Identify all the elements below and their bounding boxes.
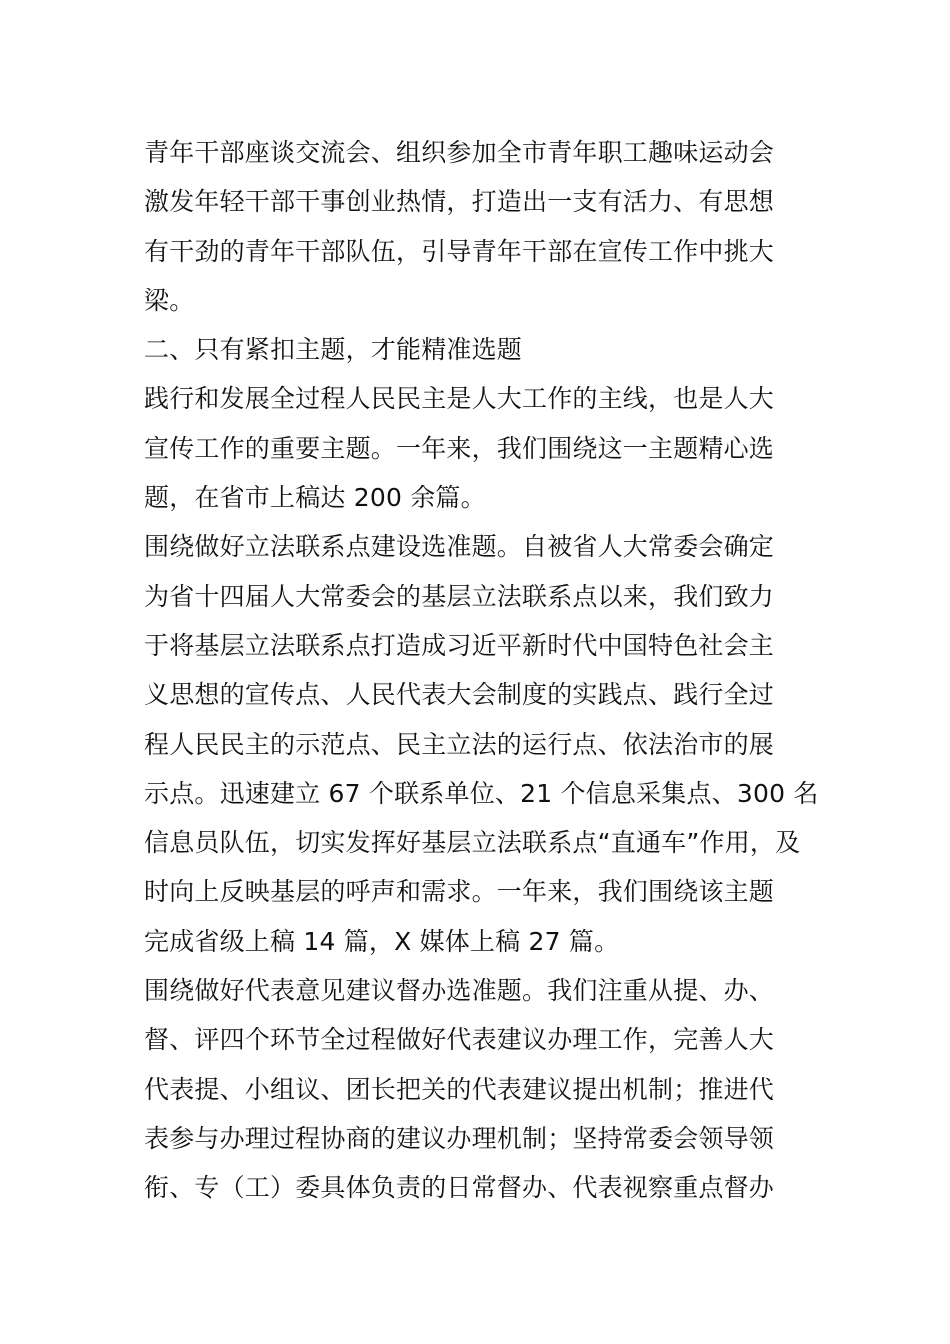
text-line: 衔、专（工）委具体负责的日常督办、代表视察重点督办 bbox=[144, 1173, 775, 1203]
text-line: 有干劲的青年干部队伍，引导青年干部在宣传工作中挑大 bbox=[144, 236, 775, 266]
text-line: 表参与办理过程协商的建议办理机制；坚持常委会领导领 bbox=[144, 1123, 775, 1153]
text-line: 代表提、小组议、团长把关的代表建议提出机制；推进代 bbox=[144, 1074, 775, 1104]
text-line: 宣传工作的重要主题。一年来，我们围绕这一主题精心选 bbox=[144, 433, 775, 463]
text-line: 题，在省市上稿达 200 余篇。 bbox=[144, 483, 486, 513]
text-line: 围绕做好代表意见建议督办选准题。我们注重从提、办、 bbox=[144, 976, 775, 1006]
text-line: 于将基层立法联系点打造成习近平新时代中国特色社会主 bbox=[144, 630, 775, 660]
text-line: 信息员队伍，切实发挥好基层立法联系点“直通车”作用，及 bbox=[144, 828, 801, 858]
text-line: 时向上反映基层的呼声和需求。一年来，我们围绕该主题 bbox=[144, 877, 775, 907]
section-heading: 二、只有紧扣主题，才能精准选题 bbox=[144, 335, 523, 365]
text-line: 完成省级上稿 14 篇，X 媒体上稿 27 篇。 bbox=[144, 926, 620, 956]
text-line: 围绕做好立法联系点建设选准题。自被省人大常委会确定 bbox=[144, 532, 775, 562]
text-line: 示点。迅速建立 67 个联系单位、21 个信息采集点、300 名 bbox=[144, 778, 819, 808]
document-body bbox=[144, 128, 819, 1213]
text-line: 激发年轻干部干事创业热情，打造出一支有活力、有思想 bbox=[144, 187, 775, 217]
text-line: 为省十四届人大常委会的基层立法联系点以来，我们致力 bbox=[144, 581, 775, 611]
text-line: 梁。 bbox=[144, 285, 195, 315]
text-line: 践行和发展全过程人民民主是人大工作的主线，也是人大 bbox=[144, 384, 775, 414]
text-line: 程人民民主的示范点、民主立法的运行点、依法治市的展 bbox=[144, 729, 775, 759]
text-line: 义思想的宣传点、人民代表大会制度的实践点、践行全过 bbox=[144, 680, 775, 710]
text-line: 青年干部座谈交流会、组织参加全市青年职工趣味运动会 bbox=[144, 138, 775, 167]
text-line: 督、评四个环节全过程做好代表建议办理工作，完善人大 bbox=[144, 1025, 775, 1055]
